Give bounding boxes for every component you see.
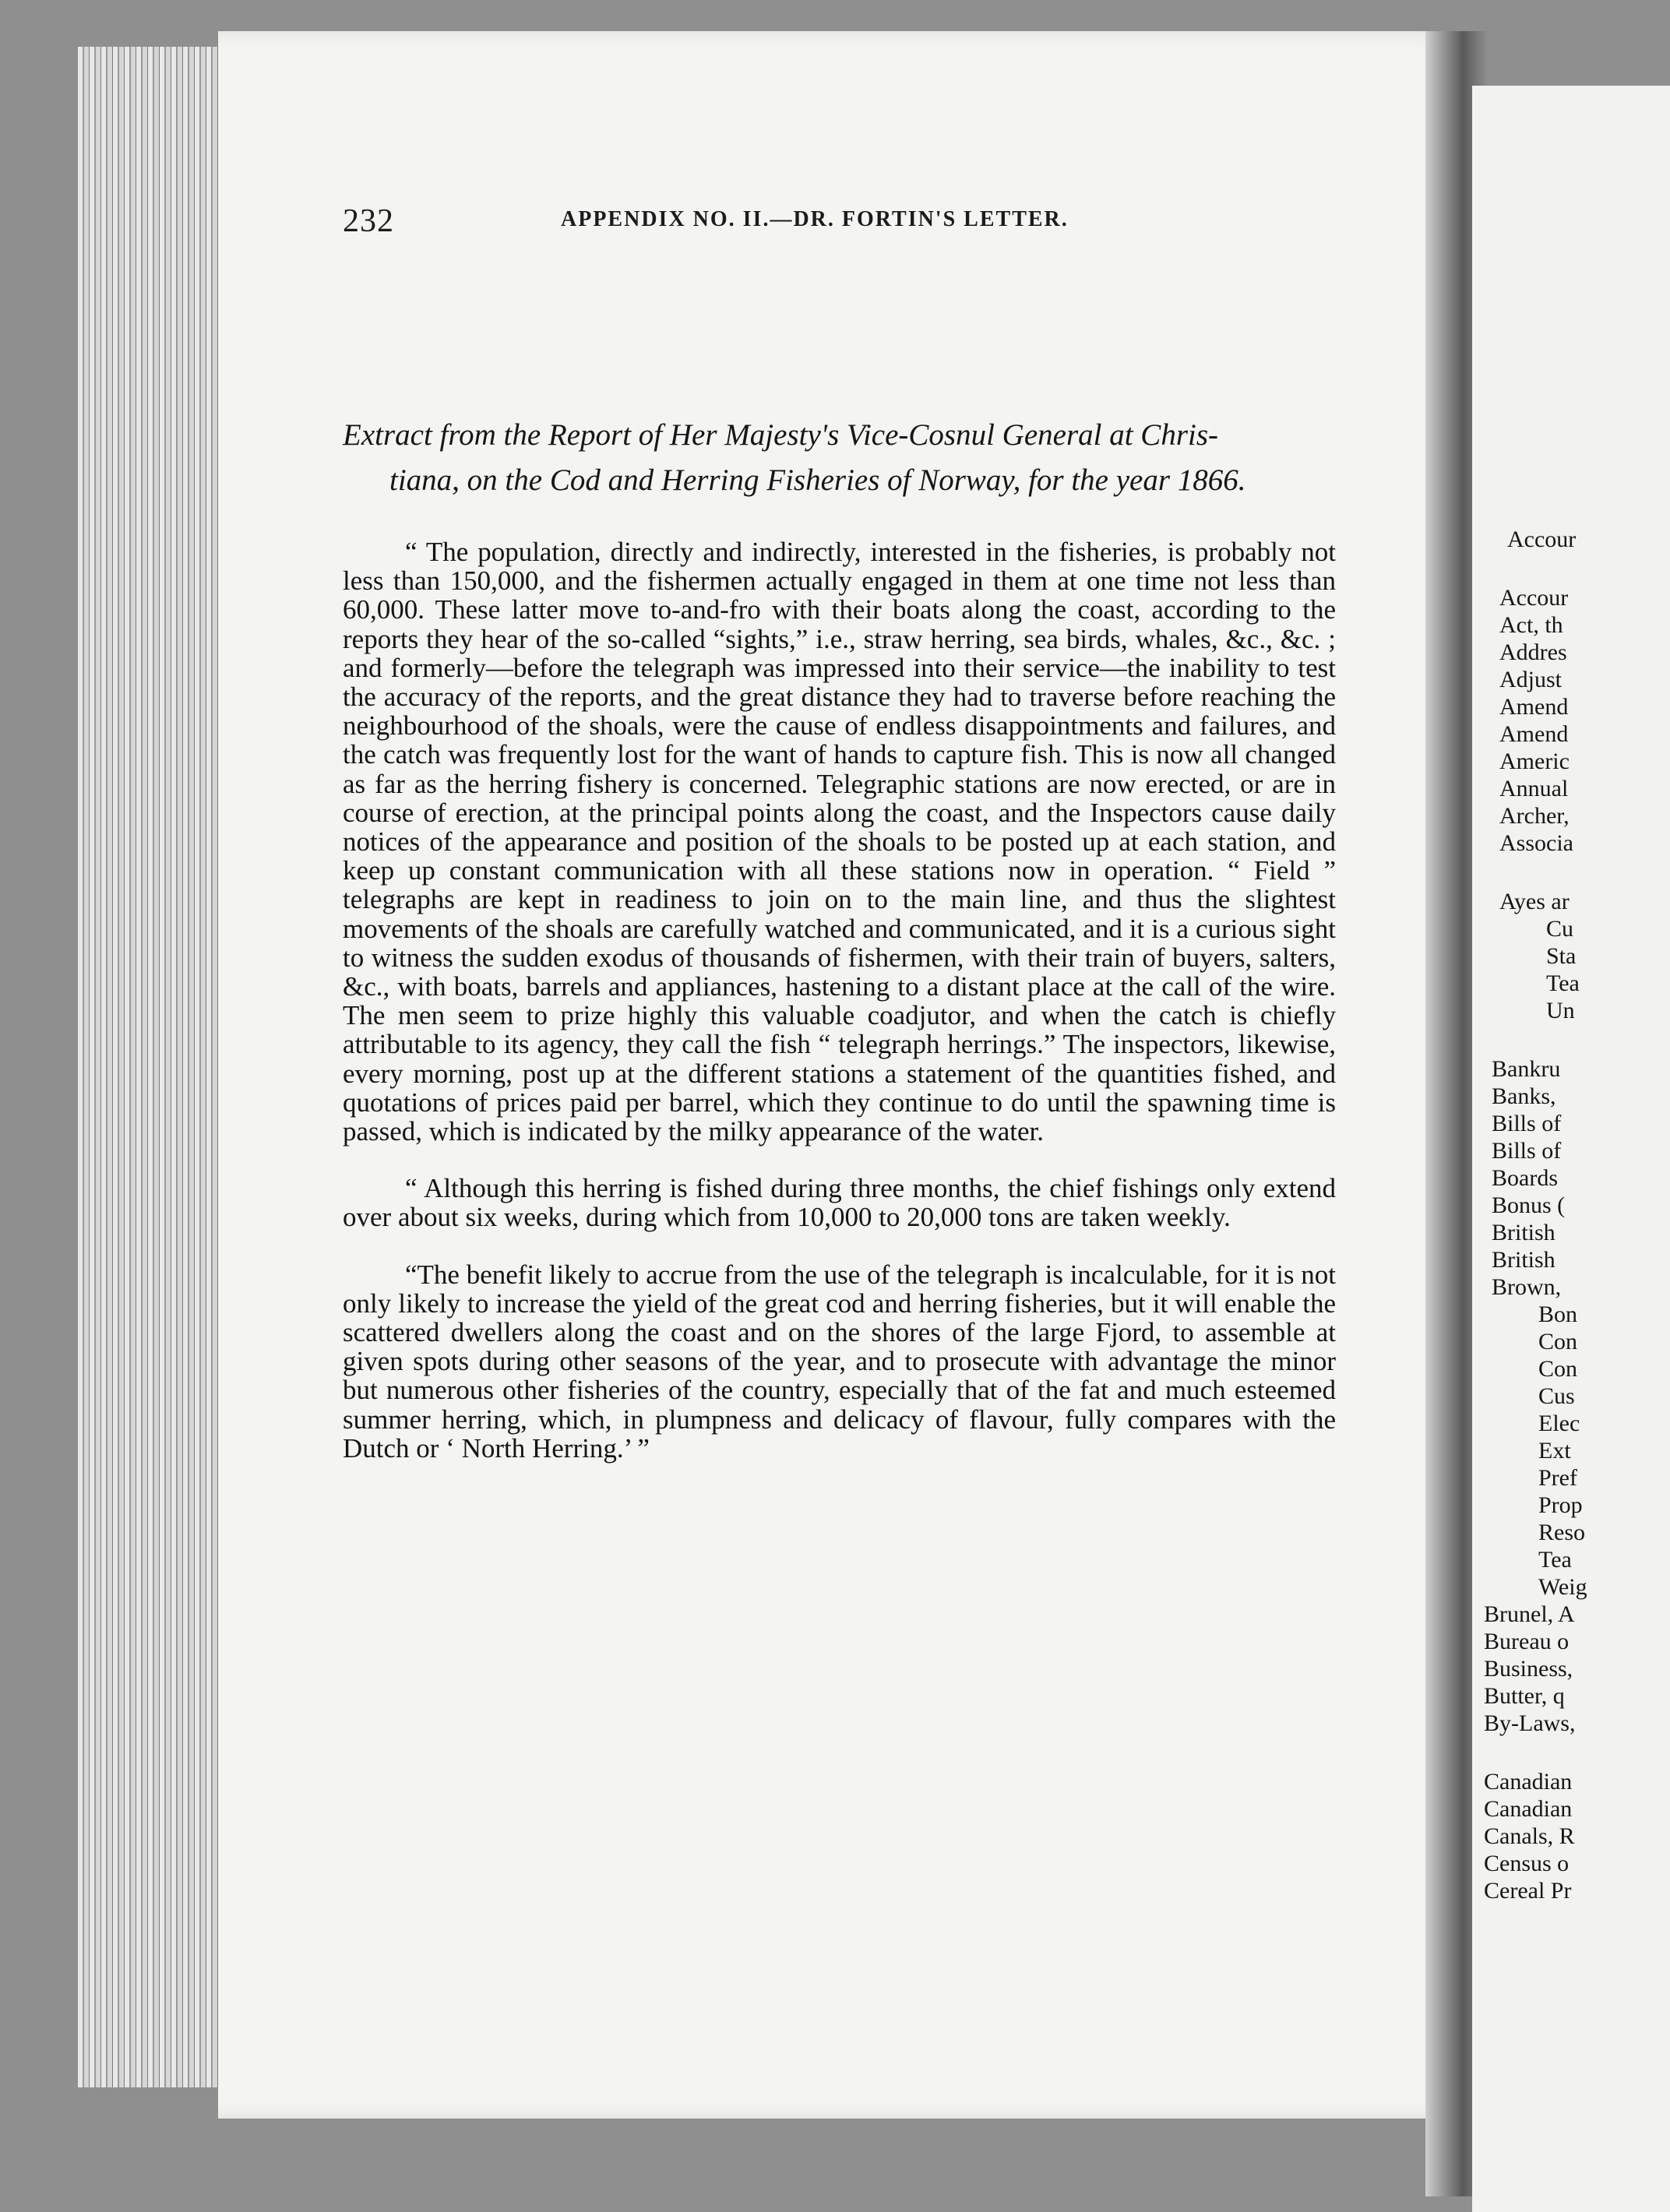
body-text: [343, 537, 1336, 1491]
index-entry: Accour: [1499, 585, 1569, 611]
index-entry: Butter, q: [1484, 1683, 1565, 1709]
paragraph: “The benefit likely to accrue from the use of the telegraph is incalculable, for it is not only likely to increase the yield of the great cod and herring fisheries, but it will enable the scattered dwellers along the coast and on the shores of the large Fjord, to assemble at given spots during other seasons of the year, and to prosecute with advantage the minor but numerous other fisheries of the country, especially that of the fat and much esteemed summer herring, which, in plumpness and delicacy of flavour, fully compares with the Dutch or ‘ North Herring.’ ”: [343, 1259, 1336, 1464]
index-entry: Brown,: [1492, 1274, 1562, 1300]
index-entry: Addres: [1499, 639, 1567, 665]
right-page: [1472, 86, 1670, 2212]
index-entry: Americ: [1499, 748, 1570, 774]
book-page-edges: [78, 47, 226, 2087]
index-entry: Cu: [1546, 916, 1574, 942]
index-entry: Ext: [1538, 1438, 1571, 1464]
index-entry: Weig: [1538, 1574, 1587, 1600]
index-entry: Amend: [1499, 721, 1569, 747]
index-entry: British: [1492, 1247, 1555, 1273]
index-entry: Con: [1538, 1356, 1578, 1382]
index-entry: Business,: [1484, 1656, 1573, 1682]
paragraph: “ Although this herring is fished during three months, the chief fishings only extend over about six weeks, during which from 10,000 to 20,000 tons are taken weekly.: [343, 1173, 1336, 1233]
index-entry: Bills of: [1492, 1111, 1562, 1136]
index-entry: Con: [1538, 1329, 1578, 1354]
index-entry: Associa: [1499, 830, 1573, 856]
index-entry: Bureau o: [1484, 1629, 1570, 1654]
index-entry: Sta: [1546, 943, 1577, 969]
extract-title-line-2: tiana, on the Cod and Herring Fisheries of Norway, for the year 1866.: [389, 463, 1246, 497]
index-entry: Pref: [1538, 1465, 1577, 1491]
index-entry: Bankru: [1492, 1056, 1561, 1082]
running-head: APPENDIX NO. II.—DR. FORTIN'S LETTER.: [561, 207, 1069, 231]
index-entry: Bonus (: [1492, 1192, 1566, 1218]
index-entry: Amend: [1499, 694, 1569, 720]
index-entry: Act, th: [1499, 612, 1563, 638]
index-entry: Cus: [1538, 1383, 1575, 1409]
index-entry: Prop: [1538, 1492, 1583, 1518]
page-number: 232: [343, 203, 394, 239]
index-entry: Un: [1546, 998, 1575, 1023]
index-entry: Tea: [1546, 970, 1580, 996]
index-entry: Annual: [1499, 776, 1569, 801]
page-header: [343, 203, 1355, 241]
paragraph: “ The population, directly and indirectly, interested in the fisheries, is probably not less than 150,000, and the fishermen actually engaged in them at one time not less than 60,000. These latter move to-and-fro with their boats along the coast, according to the reports they hear of the so-called “sights,” i.e., straw herring, sea birds, whales, &c., &c. ; and formerly—before the telegraph was impressed into their service—the inability to test the accuracy of the reports, and the great distance they had to traverse before reaching the neighbourhood of the shoals, were the cause of endless disappointments and failures, and the catch was frequently lost for the want of hands to capture fish. This is now all changed as far as the herring fishery is concerned. Telegraphic stations are now erected, or are in course of erection, at the principal points along the coast, and the Inspectors cause daily notices of the appearance and position of the shoals to be posted up at each station, and keep up constant communication with all these stations now in operation. “ Field ” telegraphs are kept in readiness to join on to the main line, and thus the slightest movements of the shoals are carefully watched and communicated, and it is a curious sight to witness the sudden exodus of thousands of fishermen, with their train of buyers, salters, &c., with boats, barrels and appliances, hastening to a distant place at the call of the wire. The men seem to prize highly this valuable coadjutor, and when the catch is chiefly attributable to its agency, they call the fish “ telegraph herrings.” The inspectors, likewise, every morning, post up at the different stations a statement of the quantities fished, and quotations of prices paid per barrel, which they continue to do until the spawning time is passed, which is indicated by the milky appearance of the water.: [343, 537, 1336, 1147]
extract-title: [343, 413, 1348, 503]
index-entry: Census o: [1484, 1851, 1570, 1876]
index-entry: Elec: [1538, 1411, 1580, 1436]
index-entry: Canadian: [1484, 1796, 1573, 1822]
index-entry: Adjust: [1499, 667, 1563, 692]
index-entry: Cereal Pr: [1484, 1878, 1572, 1904]
index-entry: Reso: [1538, 1520, 1585, 1545]
index-entry: Bon: [1538, 1301, 1578, 1327]
extract-title-line-1: Extract from the Report of Her Majesty's Vice-Cosnul General at Chris-: [343, 418, 1218, 452]
index-entry: Ayes ar: [1499, 889, 1570, 914]
index-entry: Bills of: [1492, 1138, 1562, 1164]
index-entry: Boards: [1492, 1165, 1558, 1191]
index-entry: Tea: [1538, 1547, 1572, 1573]
index-entry: Brunel, A: [1484, 1601, 1575, 1627]
index-entry: Banks,: [1492, 1083, 1556, 1109]
index-entry: Canadian: [1484, 1769, 1573, 1795]
index-entry: Canals, R: [1484, 1823, 1575, 1849]
index-entry: Accour: [1507, 527, 1577, 552]
index-entry: By-Laws,: [1484, 1710, 1576, 1736]
index-entry: British: [1492, 1220, 1555, 1245]
index-entry: Archer,: [1499, 803, 1570, 829]
